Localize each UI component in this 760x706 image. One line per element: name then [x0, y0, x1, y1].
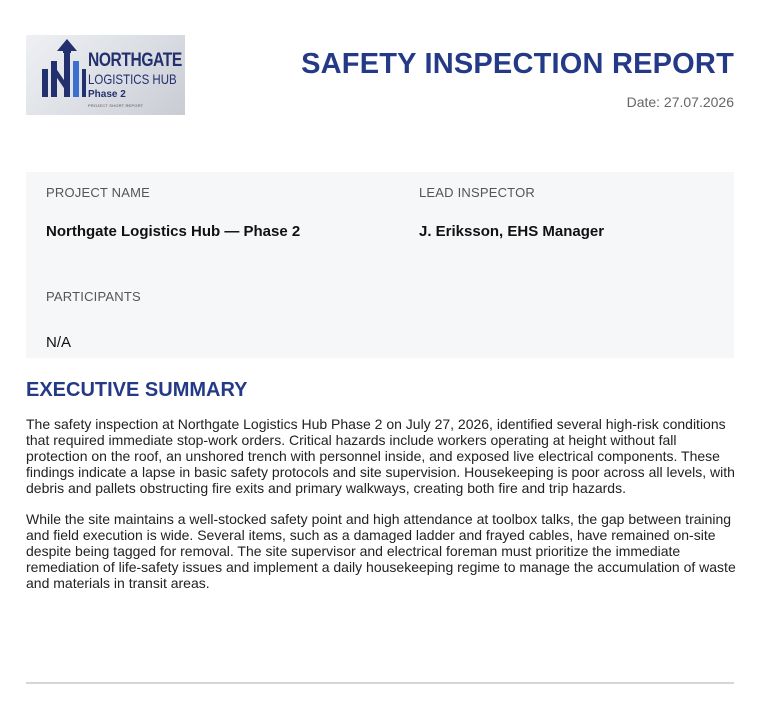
- logo-mark-icon: [40, 39, 88, 101]
- report-date: Date: 27.07.2026: [626, 94, 734, 110]
- project-info-box: [26, 172, 734, 358]
- lead-inspector-value: J. Eriksson, EHS Manager: [419, 223, 605, 240]
- project-name-label: PROJECT NAME: [46, 185, 151, 200]
- report-title: SAFETY INSPECTION REPORT: [301, 48, 734, 80]
- executive-summary-heading: EXECUTIVE SUMMARY: [26, 379, 248, 401]
- logo-text-subtitle: PROJECT SHORT REPORT: [88, 103, 144, 108]
- logo-text-logistics-hub: LOGISTICS HUB: [88, 71, 177, 87]
- participants-label: PARTICIPANTS: [46, 289, 141, 304]
- logo-text-northgate: NORTHGATE: [88, 50, 182, 71]
- logo-text-phase: Phase 2: [88, 89, 126, 100]
- project-name-value: Northgate Logistics Hub — Phase 2: [46, 223, 301, 240]
- summary-paragraph-2: While the site maintains a well-stocked safety point and high attendance at toolbox talks, the gap between training and field execution is wide. Several items, such as a damaged ladder and frayed cables, have remained on-site despite being tagged for removal. The site supervisor and electrical foreman must prioritize the immediate remediation of life-safety issues and implement a daily housekeeping regime to manage the accumulation of waste and materials in transit areas.: [26, 511, 736, 591]
- participants-value: N/A: [46, 334, 72, 351]
- summary-paragraph-1: The safety inspection at Northgate Logistics Hub Phase 2 on July 27, 2026, identified several high-risk conditions that required immediate stop-work orders. Critical hazards include workers operating at height without fall protection on the roof, an unshored trench with personnel inside, and exposed live electrical components. These findings indicate a lapse in basic safety protocols and site supervision. Housekeeping is poor across all levels, with debris and pallets obstructing fire exits and primary walkways, creating both fire and trip hazards.: [26, 416, 735, 496]
- company-logo: [26, 35, 185, 115]
- lead-inspector-label: LEAD INSPECTOR: [419, 185, 535, 200]
- footer-divider: [26, 682, 734, 684]
